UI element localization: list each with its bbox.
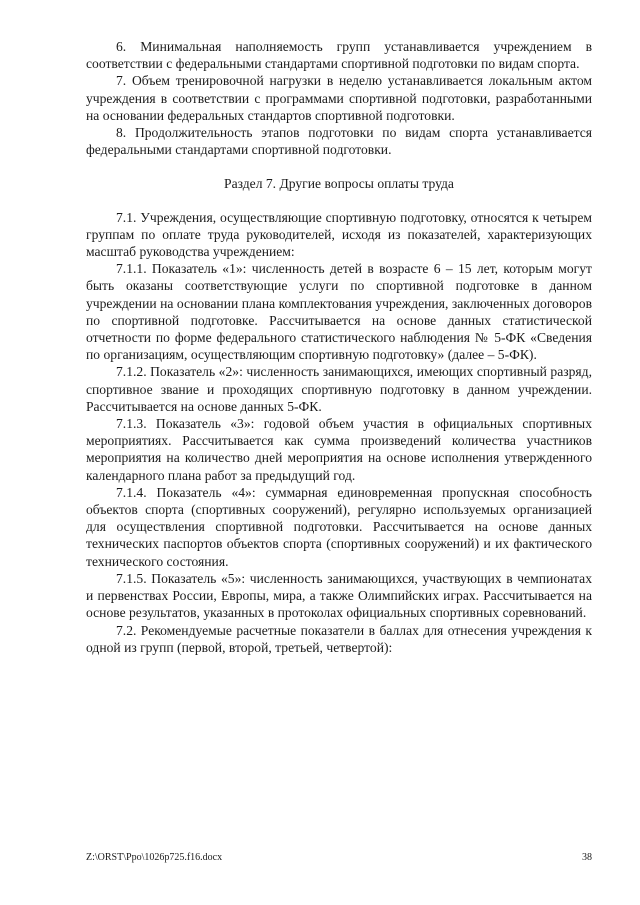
footer-file-path: Z:\ORST\Ppo\1026p725.f16.docx bbox=[86, 852, 223, 863]
paragraph-7-1-2: 7.1.2. Показатель «2»: численность занимающихся, имеющих спортивный разряд, спортивное звание и проходящих спортивную подготовку в данном учреждении. Рассчитывается на основе данных 5-ФК. bbox=[86, 364, 592, 414]
paragraph-7-1: 7.1. Учреждения, осуществляющие спортивную подготовку, относятся к четырем группам по оплате труда руководителей, исходя из показателей, характеризующих масштаб руководства учреждением: bbox=[86, 209, 592, 260]
page-number: 38 bbox=[582, 852, 592, 863]
paragraph-item-7: 7. Объем тренировочной нагрузки в неделю устанавливается локальным актом учреждения в соответствии с программами спортивной подготовки, разработанными на основании федеральных стандартов спортивной подготовки. bbox=[86, 73, 592, 123]
page-body bbox=[86, 38, 592, 656]
paragraph-7-1-3: 7.1.3. Показатель «3»: годовой объем участия в официальных спортивных мероприятиях. Рассчитывается как сумма произведений количества участников мероприятия на количество дней мероприятия на основе исполнения утвержденного календарного плана работ за предыдущий год. bbox=[86, 416, 592, 483]
paragraph-7-2: 7.2. Рекомендуемые расчетные показатели в баллах для отнесения учреждения к одной из групп (первой, второй, третьей, четвертой): bbox=[86, 622, 592, 655]
paragraph-item-8: 8. Продолжительность этапов подготовки по видам спорта устанавливается федеральными стандартами спортивной подготовки. bbox=[86, 125, 592, 158]
paragraph-7-1-1: 7.1.1. Показатель «1»: численность детей в возрасте 6 – 15 лет, которым могут быть оказаны соответствующие услуги по спортивной подготовке в данном учреждении на основании плана комплектования учреждения, заключенных договоров по спортивной подготовке. Рассчитывается на основе данных статистической отчетности по форме федерального статистического наблюдения № 5-ФК «Сведения по организациям, осуществляющим спортивную подготовку» (далее – 5-ФК). bbox=[86, 261, 592, 363]
section-heading: Раздел 7. Другие вопросы оплаты труда bbox=[224, 176, 454, 192]
paragraph-item-6: 6. Минимальная наполняемость групп устанавливается учреждением в соответствии с федеральными стандартами спортивной подготовки по видам спорта. bbox=[86, 39, 592, 72]
paragraph-7-1-5: 7.1.5. Показатель «5»: численность занимающихся, участвующих в чемпионатах и первенствах России, Европы, мира, а также Олимпийских играх. Рассчитывается на основе результатов, указанных в протоколах официальных спортивных соревнований. bbox=[86, 570, 592, 621]
paragraph-7-1-4: 7.1.4. Показатель «4»: суммарная единовременная пропускная способность объектов спорта (спортивных сооружений), регулярно используемых организацией для осуществления спортивной подготовки. Рассчитывается на основе данных технических паспортов объектов спорта (спортивных сооружений) и их фактического технического состояния. bbox=[86, 484, 592, 569]
